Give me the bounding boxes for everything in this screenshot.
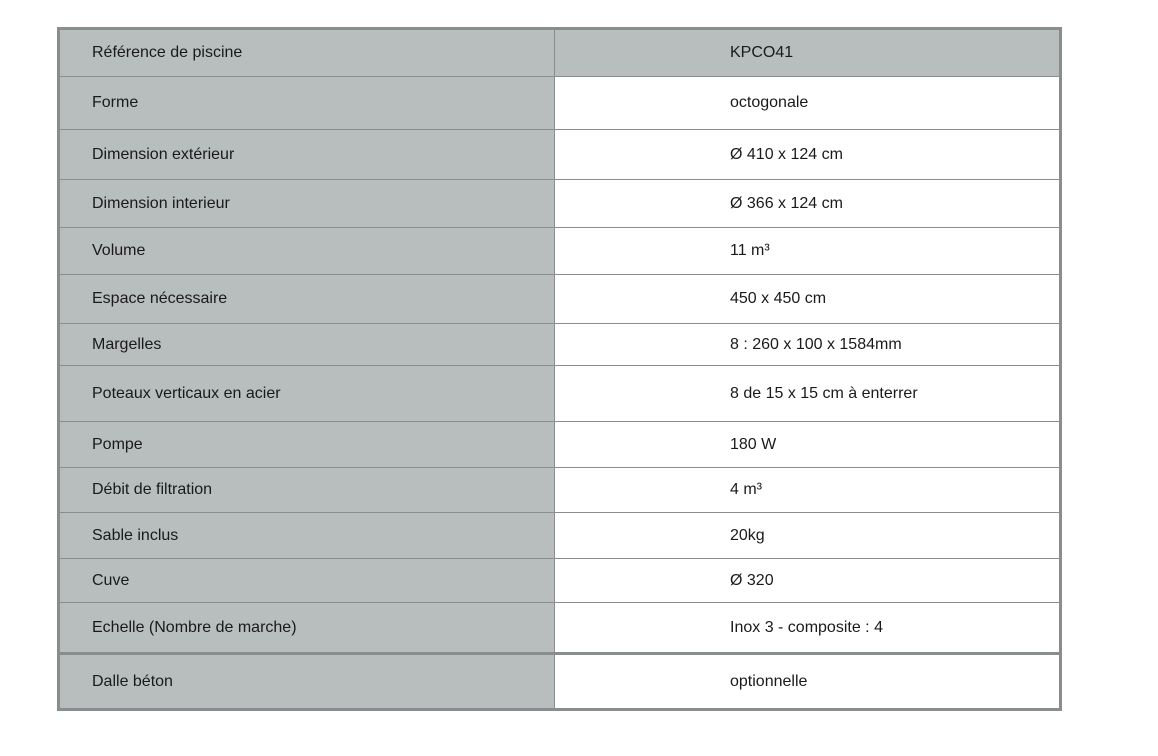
row-value: 4 m³ [555,468,1061,513]
table-row-dalle [59,654,1061,710]
row-label: Dalle béton [59,654,555,710]
table-row-sable [59,513,1061,559]
row-value: 450 x 450 cm [555,275,1061,324]
row-label: Sable inclus [59,513,555,559]
table-row-dimension-exterieur [59,130,1061,180]
row-label: Volume [59,228,555,275]
table-row-reference [59,29,1061,77]
table-row-margelles [59,324,1061,366]
table-row-volume [59,228,1061,275]
row-label: Poteaux verticaux en acier [59,366,555,422]
row-value: 11 m³ [555,228,1061,275]
row-value: octogonale [555,77,1061,130]
row-value: Ø 320 [555,559,1061,603]
row-value: Inox 3 - composite : 4 [555,603,1061,654]
row-label: Echelle (Nombre de marche) [59,603,555,654]
row-value: KPCO41 [555,29,1061,77]
row-label: Forme [59,77,555,130]
row-value: 20kg [555,513,1061,559]
row-label: Cuve [59,559,555,603]
row-value: 8 de 15 x 15 cm à enterrer [555,366,1061,422]
row-label: Dimension interieur [59,180,555,228]
row-value: optionnelle [555,654,1061,710]
table-row-poteaux [59,366,1061,422]
row-label: Débit de filtration [59,468,555,513]
table-row-espace [59,275,1061,324]
row-label: Dimension extérieur [59,130,555,180]
row-value: Ø 410 x 124 cm [555,130,1061,180]
row-value: 8 : 260 x 100 x 1584mm [555,324,1061,366]
table-row-pompe [59,422,1061,468]
row-value: 180 W [555,422,1061,468]
row-label: Margelles [59,324,555,366]
row-label: Référence de piscine [59,29,555,77]
pool-spec-table [57,27,1062,711]
row-label: Espace nécessaire [59,275,555,324]
row-value: Ø 366 x 124 cm [555,180,1061,228]
table-row-dimension-interieur [59,180,1061,228]
table-row-echelle [59,603,1061,654]
table-row-forme [59,77,1061,130]
row-label: Pompe [59,422,555,468]
table-row-debit [59,468,1061,513]
table-row-cuve [59,559,1061,603]
